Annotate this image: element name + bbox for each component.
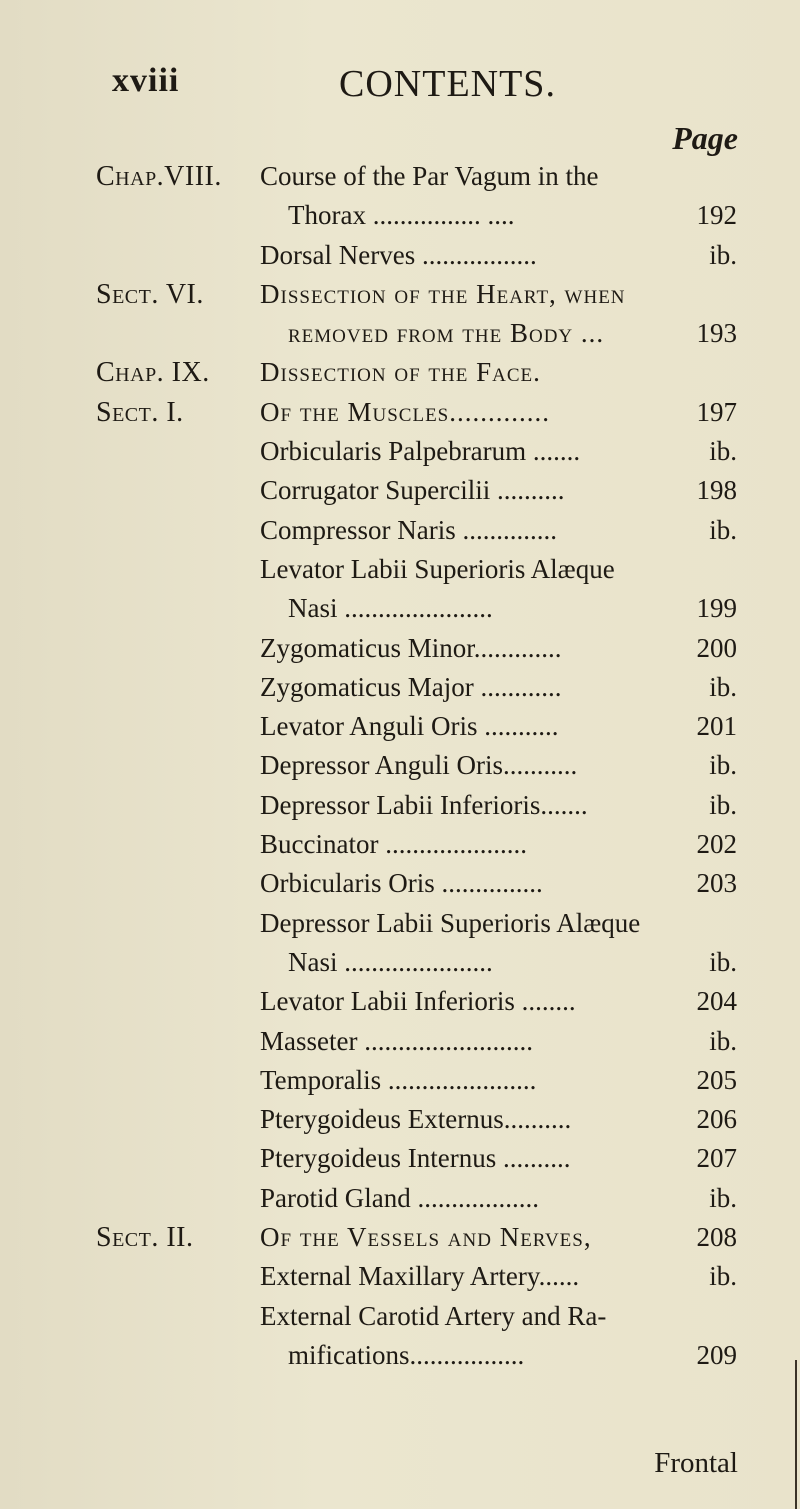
section-label: Sect. VI. <box>96 278 204 310</box>
entry-title: Depressor Anguli Oris........... <box>260 750 578 781</box>
page-number: 205 <box>696 1064 737 1095</box>
entry-title: Buccinator ..................... <box>260 829 527 860</box>
entry-title: Dissection of the Face. <box>260 357 541 388</box>
entry-title: Nasi ...................... <box>288 593 493 624</box>
page-number: ib. <box>709 1261 737 1292</box>
toc-row <box>0 471 800 510</box>
toc-row <box>0 236 800 275</box>
entry-title: External Maxillary Artery...... <box>260 1261 580 1292</box>
entry-title: Levator Labii Inferioris ........ <box>260 986 576 1017</box>
running-title: CONTENTS. <box>339 63 556 105</box>
entry-title: Orbicularis Palpebrarum ....... <box>260 436 581 467</box>
page-number: 202 <box>696 829 737 860</box>
entry-title: mifications................. <box>288 1339 525 1370</box>
page-number: ib. <box>709 750 737 781</box>
page-number: 199 <box>696 593 737 624</box>
toc-row <box>0 746 800 785</box>
toc-row <box>0 275 800 314</box>
entry-title: Of the Vessels and Nerves, <box>260 1222 592 1253</box>
page-number: ib. <box>709 1025 737 1056</box>
entry-title: Dissection of the Heart, when <box>260 278 626 309</box>
entry-title: Depressor Labii Inferioris....... <box>260 789 588 820</box>
entry-title: removed from the Body ... <box>288 318 605 349</box>
page-header <box>112 62 672 112</box>
page-number: ib. <box>709 514 737 545</box>
toc-row <box>0 1179 800 1218</box>
entry-title: Zygomaticus Major ............ <box>260 671 562 702</box>
section-label: Chap.VIII. <box>96 161 222 192</box>
entry-title: Of the Muscles............. <box>260 396 550 427</box>
catchword: Frontal <box>654 1447 738 1479</box>
toc-row <box>0 1061 800 1100</box>
page-number: 206 <box>696 1104 737 1135</box>
section-label: Sect. II. <box>96 1222 194 1254</box>
folio-number: xviii <box>112 62 180 99</box>
toc-row <box>0 1100 800 1139</box>
page-number: 209 <box>696 1339 737 1370</box>
entry-title: Parotid Gland .................. <box>260 1182 539 1213</box>
entry-title: Orbicularis Oris ............... <box>260 868 543 899</box>
toc-row <box>0 511 800 550</box>
toc-row <box>0 314 800 353</box>
entry-title: Course of the Par Vagum in the <box>260 161 599 191</box>
toc-row <box>0 1022 800 1061</box>
entry-title: Depressor Labii Superioris Alæque <box>260 907 641 938</box>
entry-title: Dorsal Nerves ................. <box>260 239 537 270</box>
page-number: 193 <box>696 318 737 349</box>
toc-row <box>0 629 800 668</box>
toc-row <box>0 1218 800 1257</box>
entry-title: Levator Labii Superioris Alæque <box>260 553 615 584</box>
toc-row <box>0 943 800 982</box>
contents-list <box>0 157 800 1375</box>
page-number: ib. <box>709 671 737 702</box>
entry-title: Nasi ...................... <box>288 946 493 977</box>
page-number: ib. <box>709 946 737 977</box>
toc-row <box>0 668 800 707</box>
page-number: 203 <box>696 868 737 899</box>
entry-title: Levator Anguli Oris ........... <box>260 711 559 742</box>
page-number: 204 <box>696 986 737 1017</box>
page-number: ib. <box>709 789 737 820</box>
entry-title: Thorax ................ .... <box>288 200 515 231</box>
page-number: 207 <box>696 1143 737 1174</box>
entry-title: External Carotid Artery and Ra- <box>260 1300 607 1331</box>
page-number: 200 <box>696 632 737 663</box>
page-number: 192 <box>696 200 737 231</box>
toc-row <box>0 550 800 589</box>
page-number: 198 <box>696 475 737 506</box>
toc-row <box>0 982 800 1021</box>
toc-row <box>0 353 800 392</box>
toc-row <box>0 589 800 628</box>
toc-row <box>0 1297 800 1336</box>
toc-row <box>0 393 800 432</box>
toc-row <box>0 825 800 864</box>
toc-row <box>0 1336 800 1375</box>
page-number: 201 <box>696 711 737 742</box>
entry-title: Temporalis ...................... <box>260 1064 537 1095</box>
page-number: 197 <box>696 396 737 427</box>
page-edge-line <box>795 1360 797 1509</box>
toc-row <box>0 196 800 235</box>
entry-title: Corrugator Supercilii .......... <box>260 475 565 506</box>
page-number: ib. <box>709 1182 737 1213</box>
page-number: 208 <box>696 1222 737 1253</box>
toc-row <box>0 432 800 471</box>
toc-row <box>0 1139 800 1178</box>
page-column-label: Page <box>672 120 738 156</box>
toc-row <box>0 157 800 196</box>
page-number: ib. <box>709 239 737 270</box>
entry-title: Compressor Naris .............. <box>260 514 557 545</box>
toc-row <box>0 786 800 825</box>
toc-row <box>0 1257 800 1296</box>
entry-title: Pterygoideus Internus .......... <box>260 1143 571 1174</box>
section-label: Chap. IX. <box>96 357 210 389</box>
toc-row <box>0 904 800 943</box>
entry-title: Zygomaticus Minor............. <box>260 632 562 663</box>
toc-row <box>0 864 800 903</box>
entry-title: Pterygoideus Externus.......... <box>260 1104 572 1135</box>
entry-title: Masseter ......................... <box>260 1025 533 1056</box>
section-label: Sect. I. <box>96 396 184 428</box>
page-number: ib. <box>709 436 737 467</box>
toc-row <box>0 707 800 746</box>
